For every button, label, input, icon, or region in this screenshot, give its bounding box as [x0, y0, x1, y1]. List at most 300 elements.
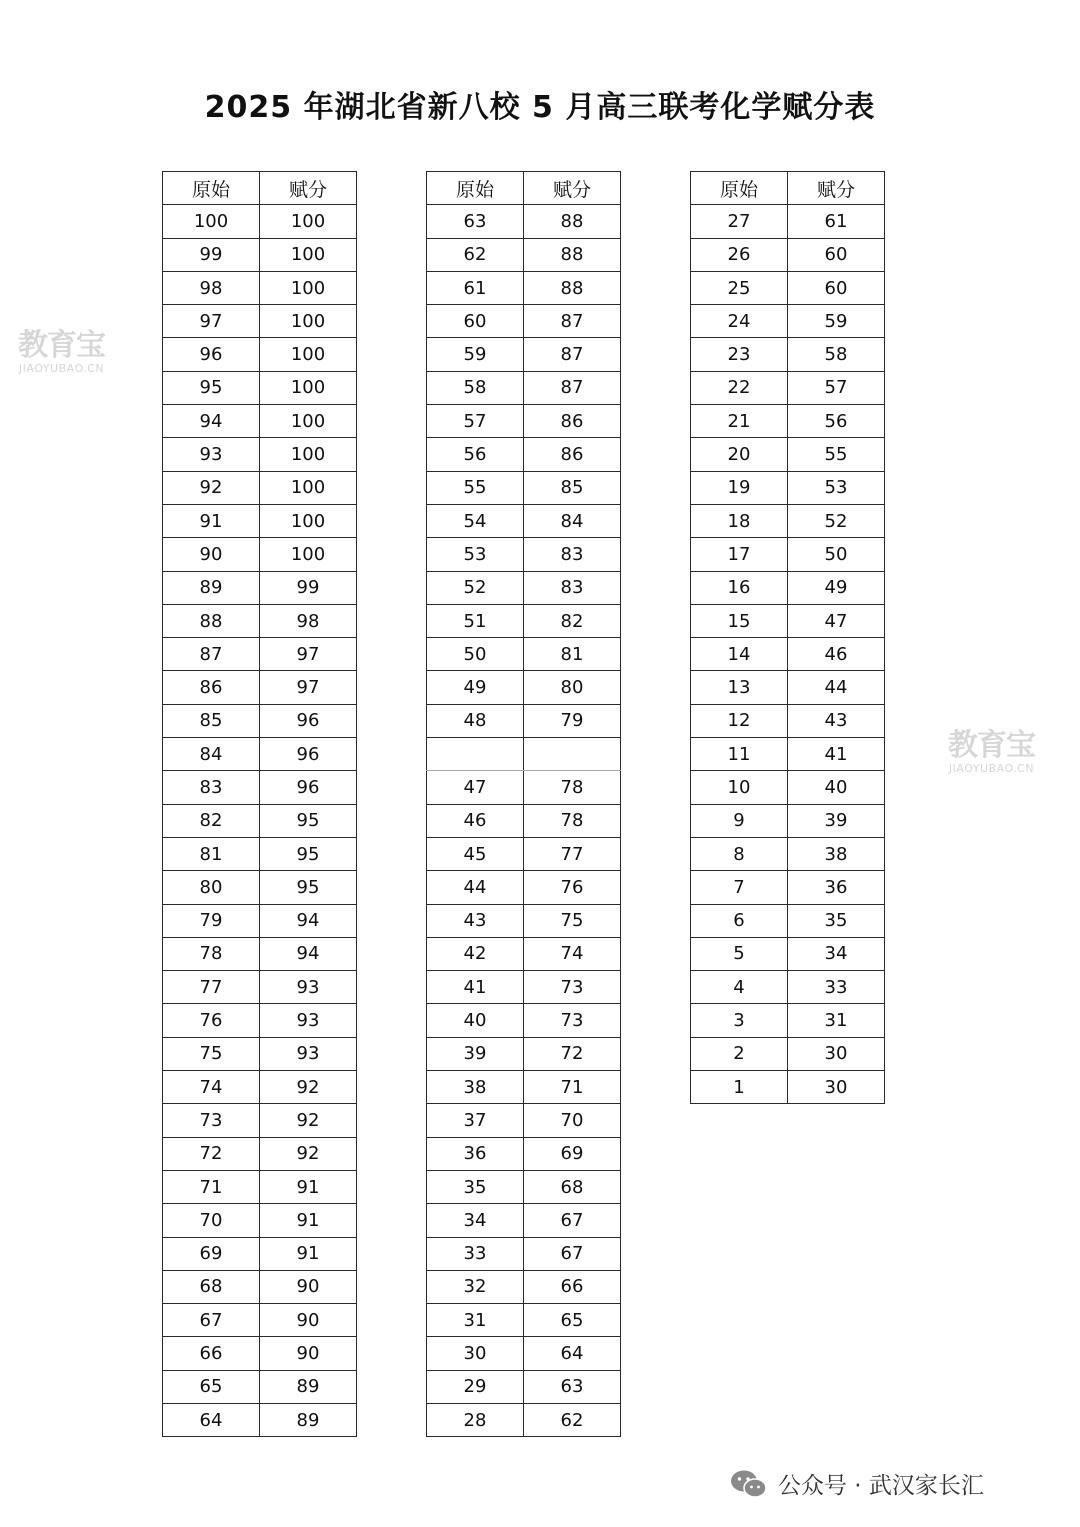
scaled-score-cell: 100 [260, 471, 357, 504]
raw-score-cell: 58 [427, 371, 524, 404]
table-row [691, 504, 885, 537]
scaled-score-cell: 38 [788, 837, 885, 870]
table-row [427, 704, 621, 737]
scaled-score-cell: 46 [788, 638, 885, 671]
raw-score-cell: 98 [163, 271, 260, 304]
scaled-score-cell: 78 [524, 804, 621, 837]
raw-score-cell: 90 [163, 538, 260, 571]
scaled-score-cell: 65 [524, 1304, 621, 1337]
raw-score-cell: 30 [427, 1337, 524, 1370]
table-row [427, 1071, 621, 1104]
scaled-score-cell: 100 [260, 305, 357, 338]
raw-score-cell: 52 [427, 571, 524, 604]
table-row [691, 471, 885, 504]
header-scaled: 赋分 [524, 172, 621, 205]
raw-score-cell: 83 [163, 771, 260, 804]
scaled-score-cell: 100 [260, 438, 357, 471]
scaled-score-cell: 78 [524, 771, 621, 804]
table-row [427, 571, 621, 604]
raw-score-cell: 88 [163, 604, 260, 637]
table-row [427, 1104, 621, 1137]
scaled-score-cell: 91 [260, 1204, 357, 1237]
raw-score-cell: 9 [691, 804, 788, 837]
raw-score-cell: 19 [691, 471, 788, 504]
raw-score-cell: 5 [691, 937, 788, 970]
raw-score-cell: 17 [691, 538, 788, 571]
header-raw: 原始 [427, 172, 524, 205]
raw-score-cell: 97 [163, 305, 260, 338]
table-row [163, 405, 357, 438]
raw-score-cell: 53 [427, 538, 524, 571]
scaled-score-cell: 79 [524, 704, 621, 737]
scaled-score-cell: 91 [260, 1237, 357, 1270]
watermark-url: JIAOYUBAO.CN [18, 362, 105, 375]
scaled-score-cell: 77 [524, 837, 621, 870]
scaled-score-cell [524, 738, 621, 771]
scaled-score-cell: 89 [260, 1403, 357, 1436]
table-row [427, 338, 621, 371]
table-row [163, 438, 357, 471]
table-row [163, 1270, 357, 1303]
raw-score-cell: 47 [427, 771, 524, 804]
raw-score-cell: 54 [427, 504, 524, 537]
table-row [163, 504, 357, 537]
table-row [691, 571, 885, 604]
table-row [427, 1170, 621, 1203]
scaled-score-cell: 99 [260, 571, 357, 604]
table-row [691, 1037, 885, 1070]
scaled-score-cell: 35 [788, 904, 885, 937]
scaled-score-cell: 60 [788, 238, 885, 271]
table-row [427, 238, 621, 271]
table-row [691, 238, 885, 271]
table-row [691, 704, 885, 737]
table-row [163, 604, 357, 637]
raw-score-cell: 34 [427, 1204, 524, 1237]
raw-score-cell: 20 [691, 438, 788, 471]
table-row [427, 1304, 621, 1337]
scaled-score-cell: 47 [788, 604, 885, 637]
scaled-score-cell: 69 [524, 1137, 621, 1170]
raw-score-cell: 12 [691, 704, 788, 737]
scaled-score-cell: 83 [524, 571, 621, 604]
table-row [163, 1403, 357, 1436]
table-row [163, 638, 357, 671]
table-row [427, 904, 621, 937]
table-row [163, 1304, 357, 1337]
raw-score-cell: 49 [427, 671, 524, 704]
raw-score-cell: 14 [691, 638, 788, 671]
scaled-score-cell: 87 [524, 371, 621, 404]
raw-score-cell: 71 [163, 1170, 260, 1203]
raw-score-cell: 51 [427, 604, 524, 637]
raw-score-cell: 36 [427, 1137, 524, 1170]
scaled-score-cell: 72 [524, 1037, 621, 1070]
table-row [427, 1204, 621, 1237]
table-row [427, 504, 621, 537]
raw-score-cell: 38 [427, 1071, 524, 1104]
table-row [163, 238, 357, 271]
table-row [427, 1337, 621, 1370]
scaled-score-cell: 88 [524, 271, 621, 304]
table-row [691, 1004, 885, 1037]
table-row [427, 604, 621, 637]
raw-score-cell: 93 [163, 438, 260, 471]
scaled-score-cell: 100 [260, 371, 357, 404]
raw-score-cell: 7 [691, 871, 788, 904]
table-row [163, 771, 357, 804]
raw-score-cell: 84 [163, 738, 260, 771]
scaled-score-cell: 43 [788, 704, 885, 737]
raw-score-cell: 22 [691, 371, 788, 404]
table-row [163, 837, 357, 870]
scaled-score-cell: 76 [524, 871, 621, 904]
scaled-score-cell: 100 [260, 338, 357, 371]
raw-score-cell: 35 [427, 1170, 524, 1203]
raw-score-cell: 33 [427, 1237, 524, 1270]
scaled-score-cell: 92 [260, 1104, 357, 1137]
table-row [427, 771, 621, 804]
raw-score-cell: 27 [691, 205, 788, 238]
raw-score-cell: 80 [163, 871, 260, 904]
scaled-score-cell: 92 [260, 1137, 357, 1170]
raw-score-cell: 6 [691, 904, 788, 937]
scaled-score-cell: 30 [788, 1037, 885, 1070]
scaled-score-cell: 89 [260, 1370, 357, 1403]
table-row [691, 305, 885, 338]
raw-score-cell: 40 [427, 1004, 524, 1037]
raw-score-cell: 31 [427, 1304, 524, 1337]
scaled-score-cell: 92 [260, 1071, 357, 1104]
scaled-score-cell: 31 [788, 1004, 885, 1037]
table-row [427, 471, 621, 504]
watermark-brand: 教育宝 [18, 328, 105, 363]
raw-score-cell: 11 [691, 738, 788, 771]
scaled-score-cell: 64 [524, 1337, 621, 1370]
scaled-score-cell: 55 [788, 438, 885, 471]
scaled-score-cell: 67 [524, 1237, 621, 1270]
table-row [427, 1037, 621, 1070]
raw-score-cell: 57 [427, 405, 524, 438]
table-row [163, 1037, 357, 1070]
raw-score-cell: 68 [163, 1270, 260, 1303]
raw-score-cell: 78 [163, 937, 260, 970]
table-row [163, 571, 357, 604]
table-row [163, 1370, 357, 1403]
raw-score-cell: 8 [691, 837, 788, 870]
scaled-score-cell: 90 [260, 1337, 357, 1370]
scaled-score-cell: 85 [524, 471, 621, 504]
raw-score-cell: 61 [427, 271, 524, 304]
table-row [691, 937, 885, 970]
raw-score-cell: 66 [163, 1337, 260, 1370]
raw-score-cell: 82 [163, 804, 260, 837]
scaled-score-cell: 33 [788, 971, 885, 1004]
scaled-score-cell: 73 [524, 971, 621, 1004]
raw-score-cell: 86 [163, 671, 260, 704]
scaled-score-cell: 75 [524, 904, 621, 937]
raw-score-cell: 56 [427, 438, 524, 471]
table-row [163, 205, 357, 238]
raw-score-cell: 67 [163, 1304, 260, 1337]
raw-score-cell: 21 [691, 405, 788, 438]
table-row [427, 1137, 621, 1170]
raw-score-cell: 92 [163, 471, 260, 504]
scaled-score-cell: 94 [260, 937, 357, 970]
table-row [427, 937, 621, 970]
table-row [427, 371, 621, 404]
scaled-score-cell: 95 [260, 804, 357, 837]
scaled-score-cell: 56 [788, 405, 885, 438]
scaled-score-cell: 87 [524, 338, 621, 371]
table-row [691, 738, 885, 771]
scaled-score-cell: 67 [524, 1204, 621, 1237]
scaled-score-cell: 73 [524, 1004, 621, 1037]
table-row [691, 837, 885, 870]
raw-score-cell: 75 [163, 1037, 260, 1070]
scaled-score-cell: 57 [788, 371, 885, 404]
raw-score-cell: 62 [427, 238, 524, 271]
table-row [427, 1237, 621, 1270]
table-row [163, 538, 357, 571]
raw-score-cell: 4 [691, 971, 788, 1004]
table-row [427, 804, 621, 837]
scaled-score-cell: 87 [524, 305, 621, 338]
table-row [691, 671, 885, 704]
table-row [691, 438, 885, 471]
scaled-score-cell: 80 [524, 671, 621, 704]
scaled-score-cell: 97 [260, 638, 357, 671]
table-row [163, 937, 357, 970]
raw-score-cell: 18 [691, 504, 788, 537]
table-row [163, 1104, 357, 1137]
scaled-score-cell: 100 [260, 405, 357, 438]
raw-score-cell: 77 [163, 971, 260, 1004]
table-row [163, 271, 357, 304]
scaled-score-cell: 74 [524, 937, 621, 970]
header-scaled: 赋分 [788, 172, 885, 205]
raw-score-cell: 1 [691, 1071, 788, 1104]
table-row [691, 338, 885, 371]
table-row [163, 904, 357, 937]
scaled-score-cell: 49 [788, 571, 885, 604]
table-row [163, 871, 357, 904]
raw-score-cell: 39 [427, 1037, 524, 1070]
scaled-score-cell: 88 [524, 238, 621, 271]
scaled-score-cell: 30 [788, 1071, 885, 1104]
raw-score-cell: 79 [163, 904, 260, 937]
scaled-score-cell: 93 [260, 1037, 357, 1070]
scaled-score-cell: 90 [260, 1270, 357, 1303]
watermark-left [18, 330, 105, 375]
raw-score-cell: 32 [427, 1270, 524, 1303]
table-row [163, 971, 357, 1004]
scaled-score-cell: 71 [524, 1071, 621, 1104]
raw-score-cell: 64 [163, 1403, 260, 1436]
scaled-score-cell: 82 [524, 604, 621, 637]
table-row [427, 205, 621, 238]
scaled-score-cell: 93 [260, 971, 357, 1004]
raw-score-cell: 94 [163, 405, 260, 438]
raw-score-cell: 3 [691, 1004, 788, 1037]
table-row [163, 305, 357, 338]
footer [730, 1467, 984, 1500]
raw-score-cell: 100 [163, 205, 260, 238]
table-row [163, 338, 357, 371]
scaled-score-cell: 60 [788, 271, 885, 304]
table-row [163, 704, 357, 737]
scaled-score-cell: 44 [788, 671, 885, 704]
scaled-score-cell: 96 [260, 771, 357, 804]
table-row [163, 471, 357, 504]
table-row [691, 1071, 885, 1104]
scaled-score-cell: 41 [788, 738, 885, 771]
table-row [427, 538, 621, 571]
raw-score-cell: 69 [163, 1237, 260, 1270]
scaled-score-cell: 100 [260, 504, 357, 537]
raw-score-cell [427, 738, 524, 771]
raw-score-cell: 44 [427, 871, 524, 904]
table-row [691, 904, 885, 937]
table-row [427, 405, 621, 438]
score-table-1 [162, 171, 357, 1437]
watermark-url: JIAOYUBAO.CN [948, 762, 1035, 775]
raw-score-cell: 43 [427, 904, 524, 937]
scaled-score-cell: 53 [788, 471, 885, 504]
raw-score-cell: 99 [163, 238, 260, 271]
table-row [427, 1270, 621, 1303]
scaled-score-cell: 93 [260, 1004, 357, 1037]
table-row [163, 1170, 357, 1203]
table-row [691, 271, 885, 304]
table-row [427, 305, 621, 338]
footer-text: 公众号 · 武汉家长汇 [778, 1473, 984, 1499]
wechat-icon [730, 1469, 768, 1499]
table-row [163, 1004, 357, 1037]
raw-score-cell: 29 [427, 1370, 524, 1403]
table-row [691, 604, 885, 637]
table-row [427, 1370, 621, 1403]
raw-score-cell: 72 [163, 1137, 260, 1170]
scaled-score-cell: 98 [260, 604, 357, 637]
table-row [691, 771, 885, 804]
scaled-score-cell: 95 [260, 871, 357, 904]
raw-score-cell: 95 [163, 371, 260, 404]
scaled-score-cell: 81 [524, 638, 621, 671]
table-row [163, 1071, 357, 1104]
table-row [427, 971, 621, 1004]
table-row [691, 804, 885, 837]
scaled-score-cell: 88 [524, 205, 621, 238]
table-row [691, 205, 885, 238]
raw-score-cell: 91 [163, 504, 260, 537]
raw-score-cell: 60 [427, 305, 524, 338]
header-scaled: 赋分 [260, 172, 357, 205]
table-row [427, 438, 621, 471]
scaled-score-cell: 66 [524, 1270, 621, 1303]
scaled-score-cell: 63 [524, 1370, 621, 1403]
scaled-score-cell: 52 [788, 504, 885, 537]
watermark-right [948, 730, 1035, 775]
scaled-score-cell: 39 [788, 804, 885, 837]
raw-score-cell: 28 [427, 1403, 524, 1436]
table-row [163, 371, 357, 404]
scaled-score-cell: 97 [260, 671, 357, 704]
raw-score-cell: 46 [427, 804, 524, 837]
raw-score-cell: 24 [691, 305, 788, 338]
table-row [691, 405, 885, 438]
table-row [691, 971, 885, 1004]
raw-score-cell: 41 [427, 971, 524, 1004]
scaled-score-cell: 83 [524, 538, 621, 571]
raw-score-cell: 48 [427, 704, 524, 737]
scaled-score-cell: 36 [788, 871, 885, 904]
raw-score-cell: 26 [691, 238, 788, 271]
table-row [427, 1004, 621, 1037]
table-row [427, 837, 621, 870]
table-row [163, 804, 357, 837]
raw-score-cell: 81 [163, 837, 260, 870]
scaled-score-cell: 100 [260, 538, 357, 571]
raw-score-cell: 96 [163, 338, 260, 371]
scaled-score-cell: 59 [788, 305, 885, 338]
raw-score-cell: 37 [427, 1104, 524, 1137]
raw-score-cell: 23 [691, 338, 788, 371]
scaled-score-cell: 100 [260, 238, 357, 271]
raw-score-cell: 45 [427, 837, 524, 870]
header-raw: 原始 [691, 172, 788, 205]
scaled-score-cell: 68 [524, 1170, 621, 1203]
table-row [427, 871, 621, 904]
table-row [163, 1337, 357, 1370]
scaled-score-cell: 90 [260, 1304, 357, 1337]
table-row [163, 671, 357, 704]
table-row [691, 871, 885, 904]
raw-score-cell: 59 [427, 338, 524, 371]
score-table-2 [426, 171, 621, 1437]
table-row [163, 1137, 357, 1170]
raw-score-cell: 70 [163, 1204, 260, 1237]
table-row [427, 738, 621, 771]
raw-score-cell: 25 [691, 271, 788, 304]
scaled-score-cell: 58 [788, 338, 885, 371]
table-row [427, 671, 621, 704]
raw-score-cell: 42 [427, 937, 524, 970]
scaled-score-cell: 61 [788, 205, 885, 238]
raw-score-cell: 89 [163, 571, 260, 604]
raw-score-cell: 65 [163, 1370, 260, 1403]
table-row [427, 1403, 621, 1436]
scaled-score-cell: 91 [260, 1170, 357, 1203]
scaled-score-cell: 96 [260, 738, 357, 771]
raw-score-cell: 73 [163, 1104, 260, 1137]
scaled-score-cell: 86 [524, 438, 621, 471]
raw-score-cell: 15 [691, 604, 788, 637]
score-table-3 [690, 171, 885, 1104]
scaled-score-cell: 100 [260, 271, 357, 304]
raw-score-cell: 63 [427, 205, 524, 238]
table-row [427, 638, 621, 671]
raw-score-cell: 85 [163, 704, 260, 737]
raw-score-cell: 16 [691, 571, 788, 604]
scaled-score-cell: 94 [260, 904, 357, 937]
scaled-score-cell: 86 [524, 405, 621, 438]
scaled-score-cell: 62 [524, 1403, 621, 1436]
scaled-score-cell: 34 [788, 937, 885, 970]
raw-score-cell: 2 [691, 1037, 788, 1070]
raw-score-cell: 13 [691, 671, 788, 704]
table-row [427, 271, 621, 304]
